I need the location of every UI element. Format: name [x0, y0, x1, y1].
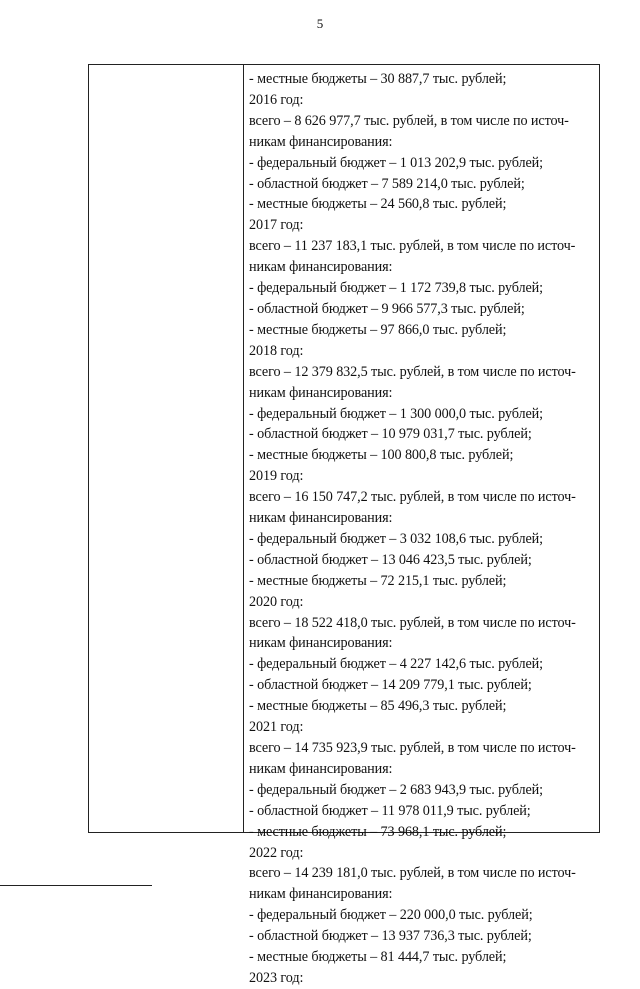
text-line: 2017 год: [249, 217, 304, 234]
text-line: 2023 год: [249, 969, 304, 986]
text-line: никам финансирования: [249, 510, 393, 527]
text-line: 2019 год: [249, 468, 304, 485]
text-line: - местные бюджеты – 97 866,0 тыс. рублей; [249, 321, 507, 338]
text-line: всего – 12 379 832,5 тыс. рублей, в том числе по источ- [249, 363, 576, 380]
text-line: никам финансирования: [249, 384, 393, 401]
text-line: - местные бюджеты – 100 800,8 тыс. рублей; [249, 447, 514, 464]
text-line: - областной бюджет – 13 046 423,5 тыс. рублей; [249, 551, 532, 568]
text-line: - федеральный бюджет – 1 013 202,9 тыс. рублей; [249, 154, 543, 171]
text-line: - федеральный бюджет – 4 227 142,6 тыс. рублей; [249, 656, 543, 673]
table-label-cell [89, 65, 244, 832]
text-line: - федеральный бюджет – 2 683 943,9 тыс. рублей; [249, 781, 543, 798]
text-line: никам финансирования: [249, 133, 393, 150]
text-line: - областной бюджет – 7 589 214,0 тыс. рублей; [249, 175, 525, 192]
text-line: - местные бюджеты – 30 887,7 тыс. рублей; [249, 71, 507, 87]
text-line: никам финансирования: [249, 886, 393, 903]
text-line: 2020 год: [249, 593, 304, 610]
funding-table [88, 64, 600, 986]
text-line: всего – 11 237 183,1 тыс. рублей, в том числе по источ- [249, 238, 576, 255]
text-line: - областной бюджет – 11 978 011,9 тыс. рублей; [249, 802, 531, 819]
text-line: всего – 16 150 747,2 тыс. рублей, в том числе по источ- [249, 489, 576, 506]
text-line: - областной бюджет – 13 937 736,3 тыс. рублей; [249, 928, 532, 945]
text-line: никам финансирования: [249, 760, 393, 777]
text-line: 2018 год: [249, 342, 304, 359]
footer-divider [0, 885, 152, 886]
text-line: 2021 год: [249, 719, 304, 736]
text-line: - федеральный бюджет – 1 172 739,8 тыс. рублей; [249, 280, 543, 297]
text-line: - федеральный бюджет – 1 300 000,0 тыс. рублей; [249, 405, 543, 422]
text-line: - местные бюджеты – 81 444,7 тыс. рублей; [249, 949, 507, 966]
text-line: никам финансирования: [249, 635, 393, 652]
text-line: - местные бюджеты – 85 496,3 тыс. рублей; [249, 698, 507, 715]
table-content-cell [244, 65, 599, 986]
text-line: - областной бюджет – 9 966 577,3 тыс. рублей; [249, 300, 525, 317]
text-line: 2016 год: [249, 91, 304, 108]
text-line: никам финансирования: [249, 259, 393, 276]
text-line: всего – 14 239 181,0 тыс. рублей, в том числе по источ- [249, 865, 576, 882]
text-line: - федеральный бюджет – 3 032 108,6 тыс. рублей; [249, 530, 543, 547]
text-line: - областной бюджет – 10 979 031,7 тыс. рублей; [249, 426, 532, 443]
text-line: - областной бюджет – 14 209 779,1 тыс. рублей; [249, 677, 532, 694]
page-number: 5 [316, 16, 324, 31]
text-line: всего – 8 626 977,7 тыс. рублей, в том числе по источ- [249, 112, 569, 129]
text-line: - местные бюджеты – 72 215,1 тыс. рублей; [249, 572, 507, 589]
text-line: - местные бюджеты – 24 560,8 тыс. рублей; [249, 196, 507, 213]
text-line: - федеральный бюджет – 220 000,0 тыс. рублей; [249, 907, 533, 924]
text-line: всего – 14 735 923,9 тыс. рублей, в том числе по источ- [249, 740, 576, 756]
text-line: всего – 18 522 418,0 тыс. рублей, в том числе по источ- [249, 614, 576, 631]
text-line: - местные бюджеты – 73 968,1 тыс. рублей; [249, 823, 507, 840]
text-line: 2022 год: [249, 844, 304, 861]
